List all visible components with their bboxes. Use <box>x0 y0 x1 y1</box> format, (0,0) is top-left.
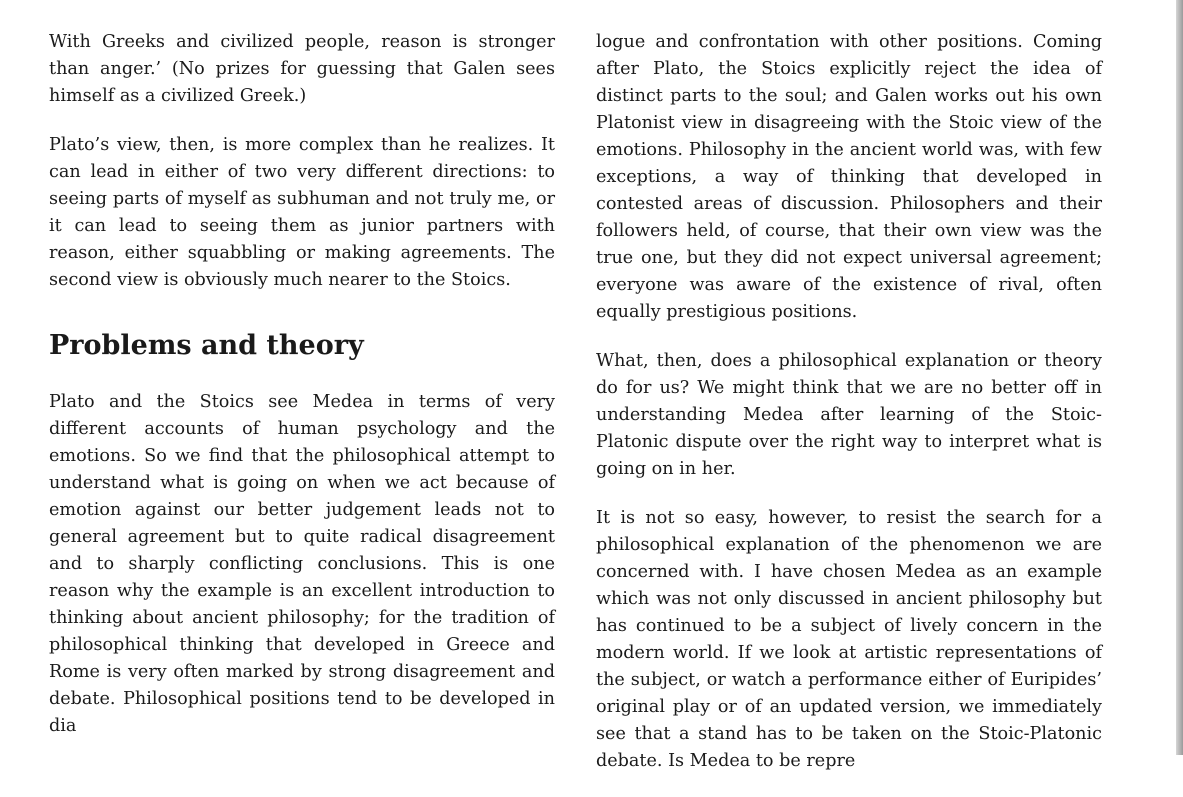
paragraph: Plato’s view, then, is more complex than he realizes. It can lead in either of two very different directions: to seeing parts of myself as subhuman and not truly me, or it can lead to seeing them as junior partners with reason, either squabbling or making agreements. The second view is obviously much nearer to the Stoics. <box>49 135 555 290</box>
paragraph: With Greeks and civilized people, reason is stronger than anger.’ (No prizes for guessing that Galen sees himself as a civilized Greek.) <box>49 32 555 106</box>
left-column <box>49 29 555 762</box>
section-heading: Problems and theory <box>49 330 364 361</box>
viewer-edge-scrollbar[interactable] <box>1176 0 1183 755</box>
right-column <box>596 29 1102 797</box>
paragraph: What, then, does a philosophical explanation or theory do for us? We might think that we are no better off in understanding Medea after learning of the Stoic-Platonic dispute over the right way to interpret what is going on in her. <box>596 351 1102 479</box>
paragraph: logue and confrontation with other positions. Coming after Plato, the Stoics explicitly reject the idea of distinct parts to the soul; and Galen works out his own Platonist view in disagreeing with the Stoic view of the emotions. Philosophy in the ancient world was, with few exceptions, a way of thinking that developed in contested areas of discussion. Philosophers and their followers held, of course, that their own view was the true one, but they did not expect universal agreement; everyone was aware of the existence of rival, often equally prestigious positions. <box>596 32 1102 322</box>
paragraph: Plato and the Stoics see Medea in terms of very different accounts of human psychology and the emotions. So we find that the philosophical attempt to understand what is going on when we act because of emotion against our better judgement leads not to general agreement but to quite radical disagreement and to sharply conflicting conclusions. This is one reason why the example is an excellent introduction to thinking about ancient philosophy; for the tradition of philosophical thinking that developed in Greece and Rome is very often marked by strong disagreement and debate. Philosophical positions tend to be developed in dia <box>49 392 555 736</box>
paragraph: It is not so easy, however, to resist the search for a philosophical explanation of the phenomenon we are concerned with. I have chosen Medea as an example which was not only discussed in ancient philosophy but has continued to be a subject of lively concern in the modern world. If we look at artistic representations of the subject, or watch a performance either of Euripides’ original play or of an updated version, we immediately see that a stand has to be taken on the Stoic-Platonic debate. Is Medea to be repre <box>596 508 1102 771</box>
